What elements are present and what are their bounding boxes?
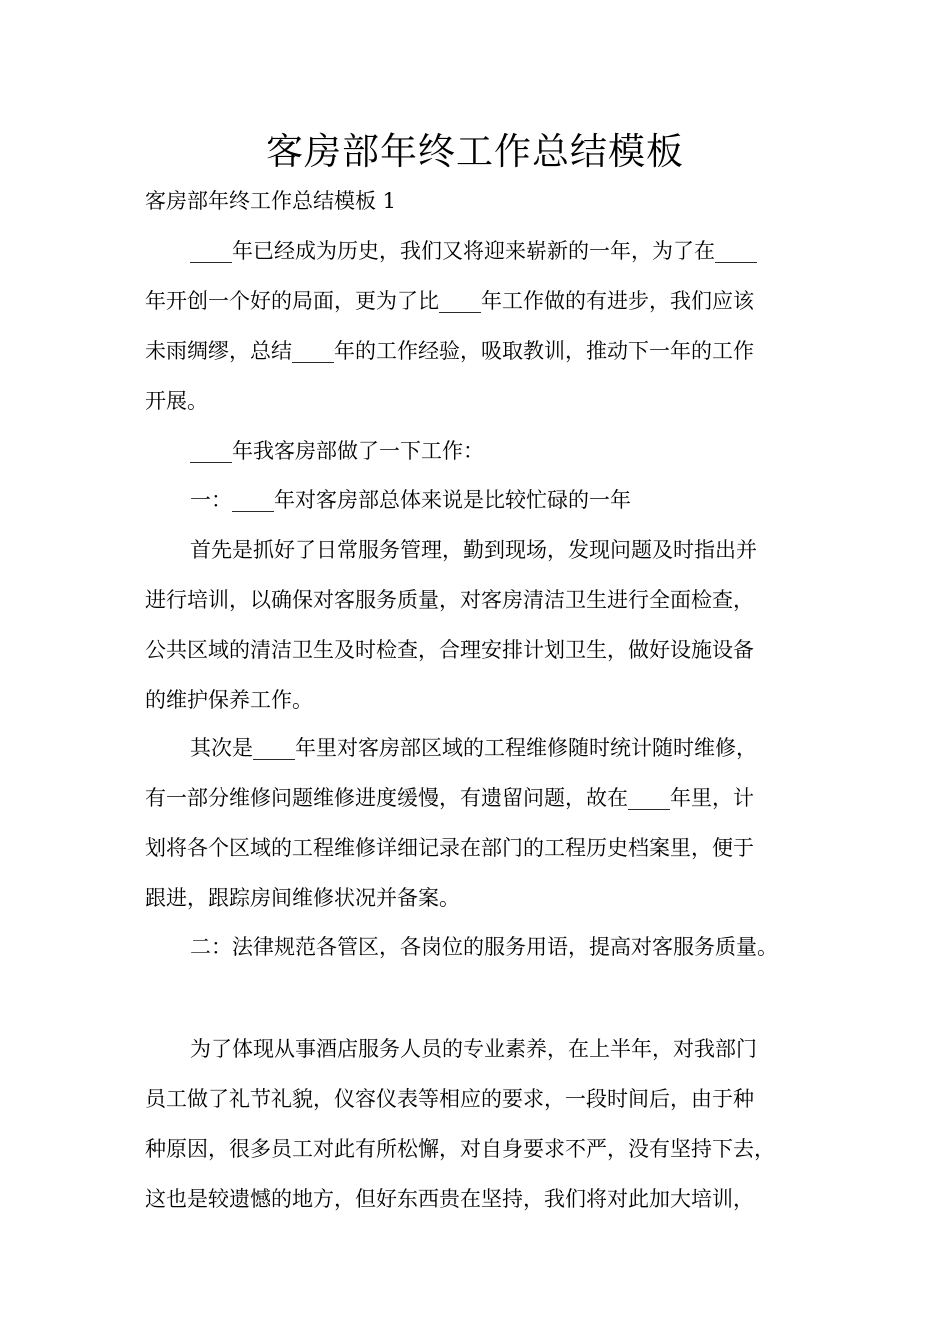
paragraph-line: 为了体现从事酒店服务人员的专业素养，在上半年，对我部门 [190,1037,757,1061]
paragraph-line: 其次是____年里对客房部区域的工程维修随时统计随时维修， [190,736,757,760]
document-subtitle: 客房部年终工作总结模板 1 [145,189,397,213]
paragraph-5 [145,723,835,923]
paragraph-line: 一：____年对客房部总体来说是比较忙碌的一年 [190,488,631,512]
paragraph-line: 年开创一个好的局面，更为了比____年工作做的有进步，我们应该 [145,289,754,313]
paragraph-line: 员工做了礼节礼貌，仪容仪表等相应的要求，一段时间后，由于种 [145,1087,754,1111]
paragraph-2 [145,426,835,476]
paragraph-line: 开展。 [145,389,208,413]
paragraph-line: 二：法律规范各管区，各岗位的服务用语，提高对客服务质量。 [190,935,778,959]
paragraph-line: 进行培训，以确保对客服务质量，对客房清洁卫生进行全面检查， [145,588,754,612]
document-title: 客房部年终工作总结模板 [266,130,684,173]
paragraph-line: ____年已经成为历史，我们又将迎来崭新的一年，为了在____ [190,239,757,263]
paragraph-line: 的维护保养工作。 [145,688,313,712]
paragraph-line: 有一部分维修问题维修进度缓慢，有遗留问题，故在____年里，计 [145,786,754,810]
paragraph-line: 公共区域的清洁卫生及时检查，合理安排计划卫生，做好设施设备 [145,638,754,662]
paragraph-line: 划将各个区域的工程维修详细记录在部门的工程历史档案里，便于 [145,836,754,860]
paragraph-line: 种原因，很多员工对此有所松懈，对自身要求不严，没有坚持下去， [145,1137,775,1161]
paragraph-4 [145,525,835,725]
paragraph-6 [145,922,835,972]
paragraph-3 [145,475,835,525]
paragraph-1 [145,226,835,426]
paragraph-line: 未雨绸缪，总结____年的工作经验，吸取教训，推动下一年的工作 [145,339,754,363]
paragraph-line: 跟进，跟踪房间维修状况并备案。 [145,886,460,910]
paragraph-line: ____年我客房部做了一下工作： [190,439,484,463]
paragraph-7 [145,1024,835,1224]
paragraph-line: 首先是抓好了日常服务管理，勤到现场，发现问题及时指出并 [190,538,757,562]
paragraph-line: 这也是较遗憾的地方，但好东西贵在坚持，我们将对此加大培训， [145,1187,754,1211]
